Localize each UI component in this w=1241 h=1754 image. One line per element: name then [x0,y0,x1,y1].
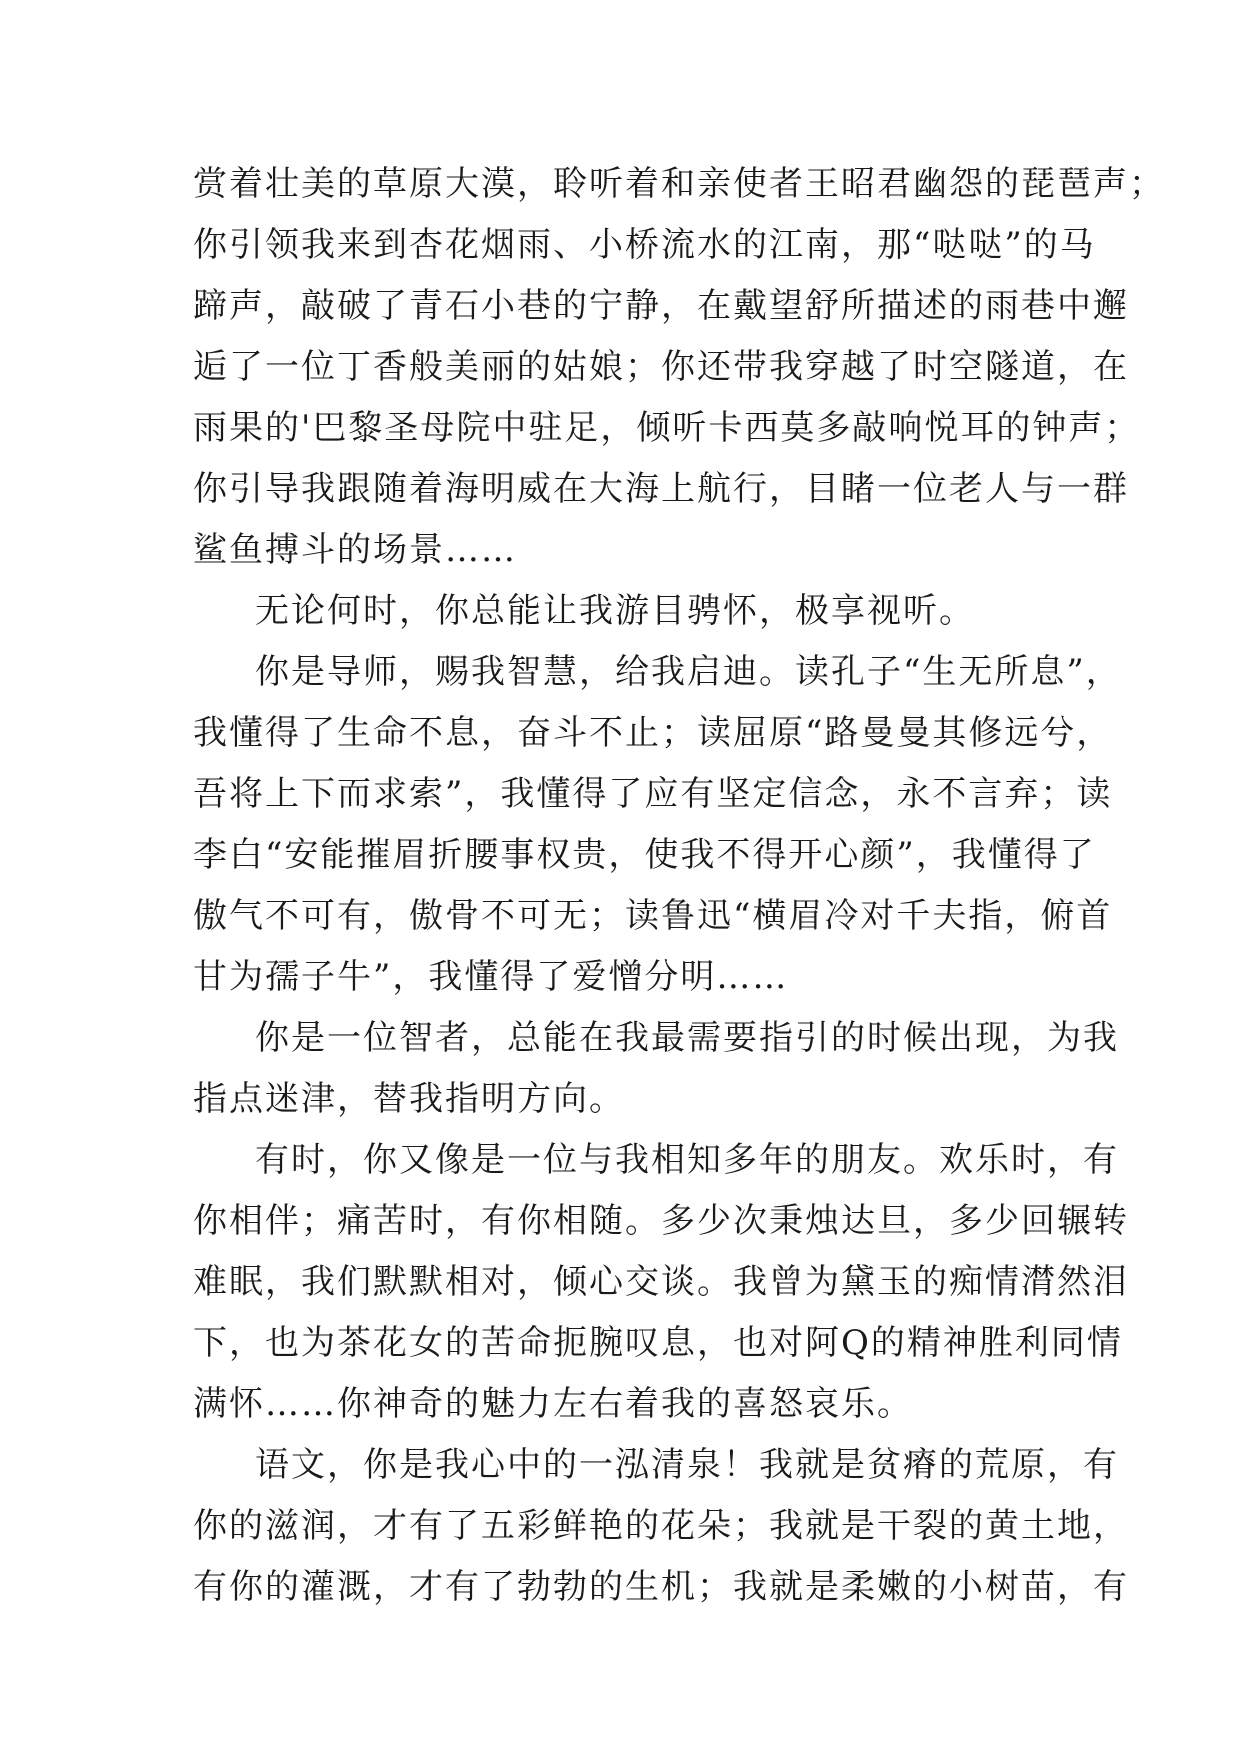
text-line: 语文，你是我心中的一泓清泉！我就是贫瘠的荒原，有 [255,1445,1119,1485]
text-line: 有时，你又像是一位与我相知多年的朋友。欢乐时，有 [255,1140,1119,1180]
text-line: 你相伴；痛苦时，有你相随。多少次秉烛达旦，多少回辗转 [193,1201,1129,1241]
text-line: 李白“安能摧眉折腰事权贵，使我不得开心颜”，我懂得了 [193,835,1096,875]
text-line: 逅了一位丁香般美丽的姑娘；你还带我穿越了时空隧道，在 [193,347,1129,387]
text-line: 甘为孺子牛”，我懂得了爱憎分明…… [193,957,789,997]
text-line: 满怀……你神奇的魅力左右着我的喜怒哀乐。 [193,1384,913,1424]
text-line: 你是一位智者，总能在我最需要指引的时候出现，为我 [255,1018,1119,1058]
text-line: 你是导师，赐我智慧，给我启迪。读孔子“生无所息”， [255,652,1122,692]
text-line: 你引导我跟随着海明威在大海上航行，目睹一位老人与一群 [193,469,1129,509]
text-line: 傲气不可有，傲骨不可无；读鲁迅“横眉冷对千夫指，俯首 [193,896,1113,936]
text-line: 指点迷津，替我指明方向。 [193,1079,625,1119]
text-line: 无论何时，你总能让我游目骋怀，极享视听。 [255,591,975,631]
text-line: 下，也为茶花女的苦命扼腕叹息，也对阿Q的精神胜利同情 [193,1323,1123,1363]
text-line: 你的滋润，才有了五彩鲜艳的花朵；我就是干裂的黄土地， [193,1506,1129,1546]
body-text [193,154,1165,1618]
text-line: 你引领我来到杏花烟雨、小桥流水的江南，那“哒哒”的马 [193,225,1096,265]
text-line: 难眠，我们默默相对，倾心交谈。我曾为黛玉的痴情潸然泪 [193,1262,1129,1302]
text-line: 我懂得了生命不息，奋斗不止；读屈原“路曼曼其修远兮， [193,713,1113,753]
text-line: 赏着壮美的草原大漠，聆听着和亲使者王昭君幽怨的琵琶声； [193,164,1165,204]
text-line: 有你的灌溉，才有了勃勃的生机；我就是柔嫩的小树苗，有 [193,1567,1129,1607]
text-line: 鲨鱼搏斗的场景…… [193,530,517,570]
text-line: 吾将上下而求索”，我懂得了应有坚定信念，永不言弃；读 [193,774,1113,814]
text-line: 雨果的'巴黎圣母院中驻足，倾听卡西莫多敲响悦耳的钟声； [193,408,1141,448]
text-line: 蹄声，敲破了青石小巷的宁静，在戴望舒所描述的雨巷中邂 [193,286,1129,326]
